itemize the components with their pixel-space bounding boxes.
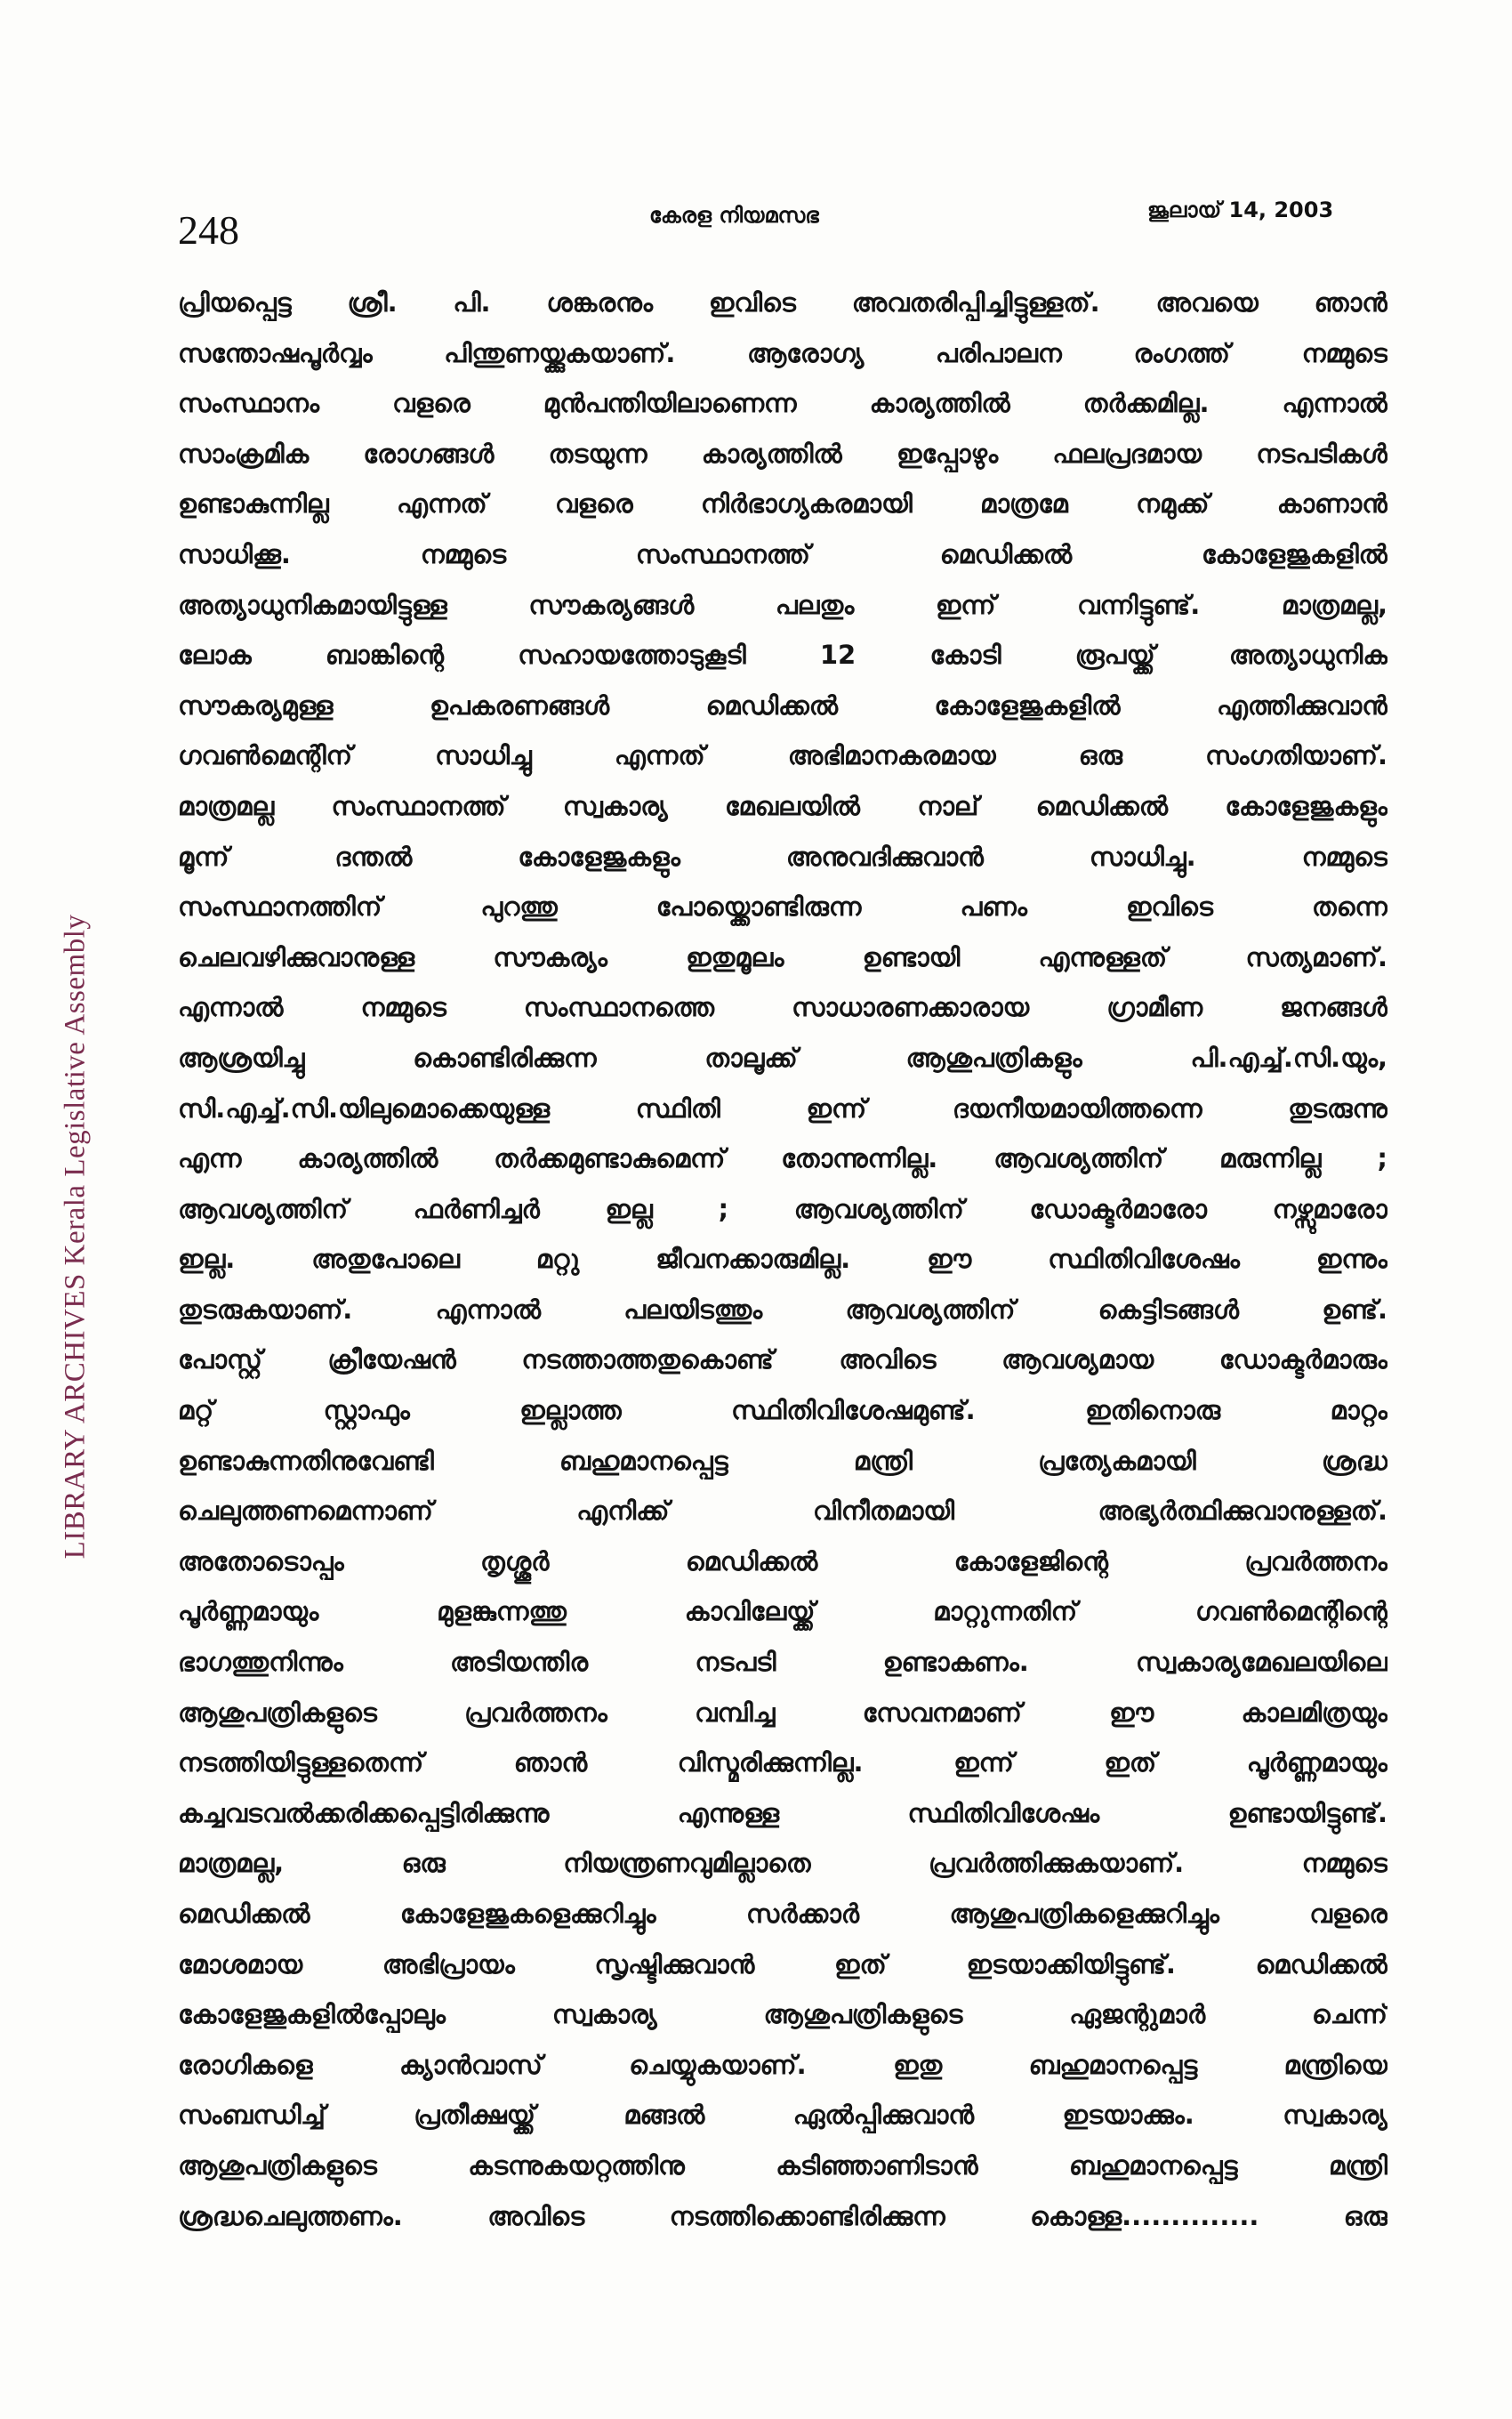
text-line: സംസ്ഥാനത്തിന് പുറത്തു പോയ്ക്കൊണ്ടിരുന്ന പണം ഇവിടെ തന്നെ	[178, 891, 1387, 923]
text-line: ഭാഗത്തുനിന്നും അടിയന്തിര നടപടി ഉണ്ടാകണം. സ്വകാര്യമേഖലയിലെ	[178, 1647, 1387, 1678]
text-line: സി.എച്ച്.സി.യിലുമൊക്കെയുള്ള സ്ഥിതി ഇന്ന് ദയനീയമായിത്തന്നെ തുടരുന്നു	[178, 1093, 1387, 1124]
text-line: പ്രിയപ്പെട്ട ശ്രീ. പി. ശങ്കരനും ഇവിടെ അവതരിപ്പിച്ചിട്ടുള്ളത്. അവയെ ഞാൻ	[178, 287, 1387, 318]
text-line: ചെലവഴിക്കുവാനുള്ള സൗകര്യം ഇതുമൂലം ഉണ്ടായി എന്നുള്ളത് സത്യമാണ്.	[178, 941, 1387, 972]
text-line: ഗവൺമെന്റിന് സാധിച്ചു എന്നത് അഭിമാനകരമായ ഒരു സംഗതിയാണ്.	[178, 740, 1387, 771]
body-text	[178, 278, 1387, 2241]
library-watermark	[49, 854, 102, 1619]
text-line: ആവശ്യത്തിന് ഫർണിച്ചർ ഇല്ല ; ആവശ്യത്തിന് ഡോക്ടർമാരോ നഴ്സുമാരോ	[178, 1193, 1387, 1224]
watermark-text: LIBRARY ARCHIVES Kerala Legislative Assembly	[59, 914, 92, 1560]
text-line: ചെലുത്തണമെന്നാണ് എനിക്ക് വിനീതമായി അഭ്യർത്ഥിക്കുവാനുള്ളത്.	[178, 1496, 1387, 1527]
text-line: ആശുപത്രികളുടെ കടന്നുകയറ്റത്തിനു കടിഞ്ഞാണിടാൻ ബഹുമാനപ്പെട്ട മന്ത്രി	[178, 2149, 1387, 2181]
page-number: 248	[178, 207, 239, 253]
text-line: ആശുപത്രികളുടെ പ്രവർത്തനം വമ്പിച്ച സേവനമാണ് ഈ കാലമിത്രയും	[178, 1697, 1387, 1728]
text-line: ഇല്ല. അതുപോലെ മറ്റു ജീവനക്കാരുമില്ല. ഈ സ്ഥിതിവിശേഷം ഇന്നും	[178, 1244, 1387, 1275]
text-line: തുടരുകയാണ്. എന്നാൽ പലയിടത്തും ആവശ്യത്തിന് കെട്ടിടങ്ങൾ ഉണ്ട്.	[178, 1294, 1387, 1325]
text-line: ഉണ്ടാകുന്നതിനുവേണ്ടി ബഹുമാനപ്പെട്ട മന്ത്രി പ്രത്യേകമായി ശ്രദ്ധ	[178, 1445, 1387, 1476]
text-line: സൗകര്യമുള്ള ഉപകരണങ്ങൾ മെഡിക്കൽ കോളേജുകളിൽ എത്തിക്കുവാൻ	[178, 689, 1387, 721]
running-title: കേരള നിയമസഭ	[649, 203, 819, 228]
text-line: ഉണ്ടാകുന്നില്ല എന്നത് വളരെ നിർഭാഗ്യകരമായി മാത്രമേ നമുക്ക് കാണാൻ	[178, 488, 1387, 520]
text-line: കച്ചവടവൽക്കരിക്കപ്പെട്ടിരിക്കുന്നു എന്നുള്ള സ്ഥിതിവിശേഷം ഉണ്ടായിട്ടുണ്ട്.	[178, 1797, 1387, 1828]
text-line: മാത്രമല്ല, ഒരു നിയന്ത്രണവുമില്ലാതെ പ്രവർത്തിക്കുകയാണ്. നമ്മുടെ	[178, 1848, 1387, 1879]
text-line: അത്യാധുനികമായിട്ടുള്ള സൗകര്യങ്ങൾ പലതും ഇന്ന് വന്നിട്ടുണ്ട്. മാത്രമല്ല,	[178, 589, 1387, 620]
text-line: പോസ്റ്റ് ക്രീയേഷൻ നടത്താത്തതുകൊണ്ട് അവിടെ ആവശ്യമായ ഡോക്ടർമാരും	[178, 1344, 1387, 1375]
text-line: സന്തോഷപൂർവ്വം പിന്തുണയ്ക്കുകയാണ്. ആരോഗ്യ പരിപാലന രംഗത്ത് നമ്മുടെ	[178, 337, 1387, 368]
text-line: സാധിക്കൂ. നമ്മുടെ സംസ്ഥാനത്ത് മെഡിക്കൽ കോളേജുകളിൽ	[178, 538, 1387, 569]
text-line: കോളേജുകളിൽപ്പോലും സ്വകാര്യ ആശുപത്രികളുടെ ഏജന്റുമാർ ചെന്ന്	[178, 1999, 1387, 2030]
header-date: ജൂലായ് 14, 2003	[1147, 198, 1334, 222]
text-line: മൂന്ന് ദന്തൽ കോളേജുകളും അനുവദിക്കുവാൻ സാധിച്ചു. നമ്മുടെ	[178, 841, 1387, 872]
text-line: എന്ന കാര്യത്തിൽ തർക്കമുണ്ടാകുമെന്ന് തോന്നുന്നില്ല. ആവശ്യത്തിന് മരുന്നില്ല ;	[178, 1143, 1387, 1174]
text-line: എന്നാൽ നമ്മുടെ സംസ്ഥാനത്തെ സാധാരണക്കാരായ ഗ്രാമീണ ജനങ്ങൾ	[178, 992, 1387, 1023]
text-line: നടത്തിയിട്ടുള്ളതെന്ന് ഞാൻ വിസ്മരിക്കുന്നില്ല. ഇന്ന് ഇത് പൂർണ്ണമായും	[178, 1747, 1387, 1778]
text-line: രോഗികളെ ക്യാൻവാസ് ചെയ്യുകയാണ്. ഇതു ബഹുമാനപ്പെട്ട മന്ത്രിയെ	[178, 2049, 1387, 2080]
text-line: ആശ്രയിച്ചു കൊണ്ടിരിക്കുന്ന താലൂക്ക് ആശുപത്രികളും പി.എച്ച്.സി.യും,	[178, 1042, 1387, 1073]
text-line: അതോടൊപ്പം തൃശ്ശൂർ മെഡിക്കൽ കോളേജിന്റെ പ്രവർത്തനം	[178, 1545, 1387, 1576]
text-line: മോശമായ അഭിപ്രായം സൃഷ്ടിക്കുവാൻ ഇത് ഇടയാക്കിയിട്ടുണ്ട്. മെഡിക്കൽ	[178, 1948, 1387, 1980]
text-line: മെഡിക്കൽ കോളേജുകളെക്കുറിച്ചും സർക്കാർ ആശുപത്രികളെക്കുറിച്ചും വളരെ	[178, 1899, 1387, 1929]
text-line: സാംക്രമിക രോഗങ്ങൾ തടയുന്ന കാര്യത്തിൽ ഇപ്പോഴും ഫലപ്രദമായ നടപടികൾ	[178, 438, 1387, 469]
text-line: സംബന്ധിച്ച് പ്രതീക്ഷയ്ക്ക് മങ്ങൽ ഏൽപ്പിക്കുവാൻ ഇടയാക്കും. സ്വകാര്യ	[178, 2100, 1387, 2131]
text-line: ലോക ബാങ്കിന്റെ സഹായത്തോടുകൂടി 12 കോടി രൂപയ്ക്ക് അത്യാധുനിക	[178, 640, 1387, 671]
text-line: സംസ്ഥാനം വളരെ മുൻപന്തിയിലാണെന്ന കാര്യത്തിൽ തർക്കമില്ല. എന്നാൽ	[178, 388, 1387, 419]
text-line: പൂർണ്ണമായും മുളങ്കുന്നത്തു കാവിലേയ്ക്ക് മാറ്റുന്നതിന് ഗവൺമെന്റിന്റെ	[178, 1596, 1387, 1627]
text-line: മാത്രമല്ല സംസ്ഥാനത്ത് സ്വകാര്യ മേഖലയിൽ നാല് മെഡിക്കൽ കോളേജുകളും	[178, 790, 1387, 821]
text-line: മറ്റ് സ്റ്റാഫും ഇല്ലാത്ത സ്ഥിതിവിശേഷമുണ്ട്. ഇതിനൊരു മാറ്റം	[178, 1395, 1387, 1426]
text-line: ശ്രദ്ധചെലുത്തണം. അവിടെ നടത്തിക്കൊണ്ടിരിക്കുന്ന കൊള്ള.............. ഒരു	[178, 2200, 1387, 2231]
